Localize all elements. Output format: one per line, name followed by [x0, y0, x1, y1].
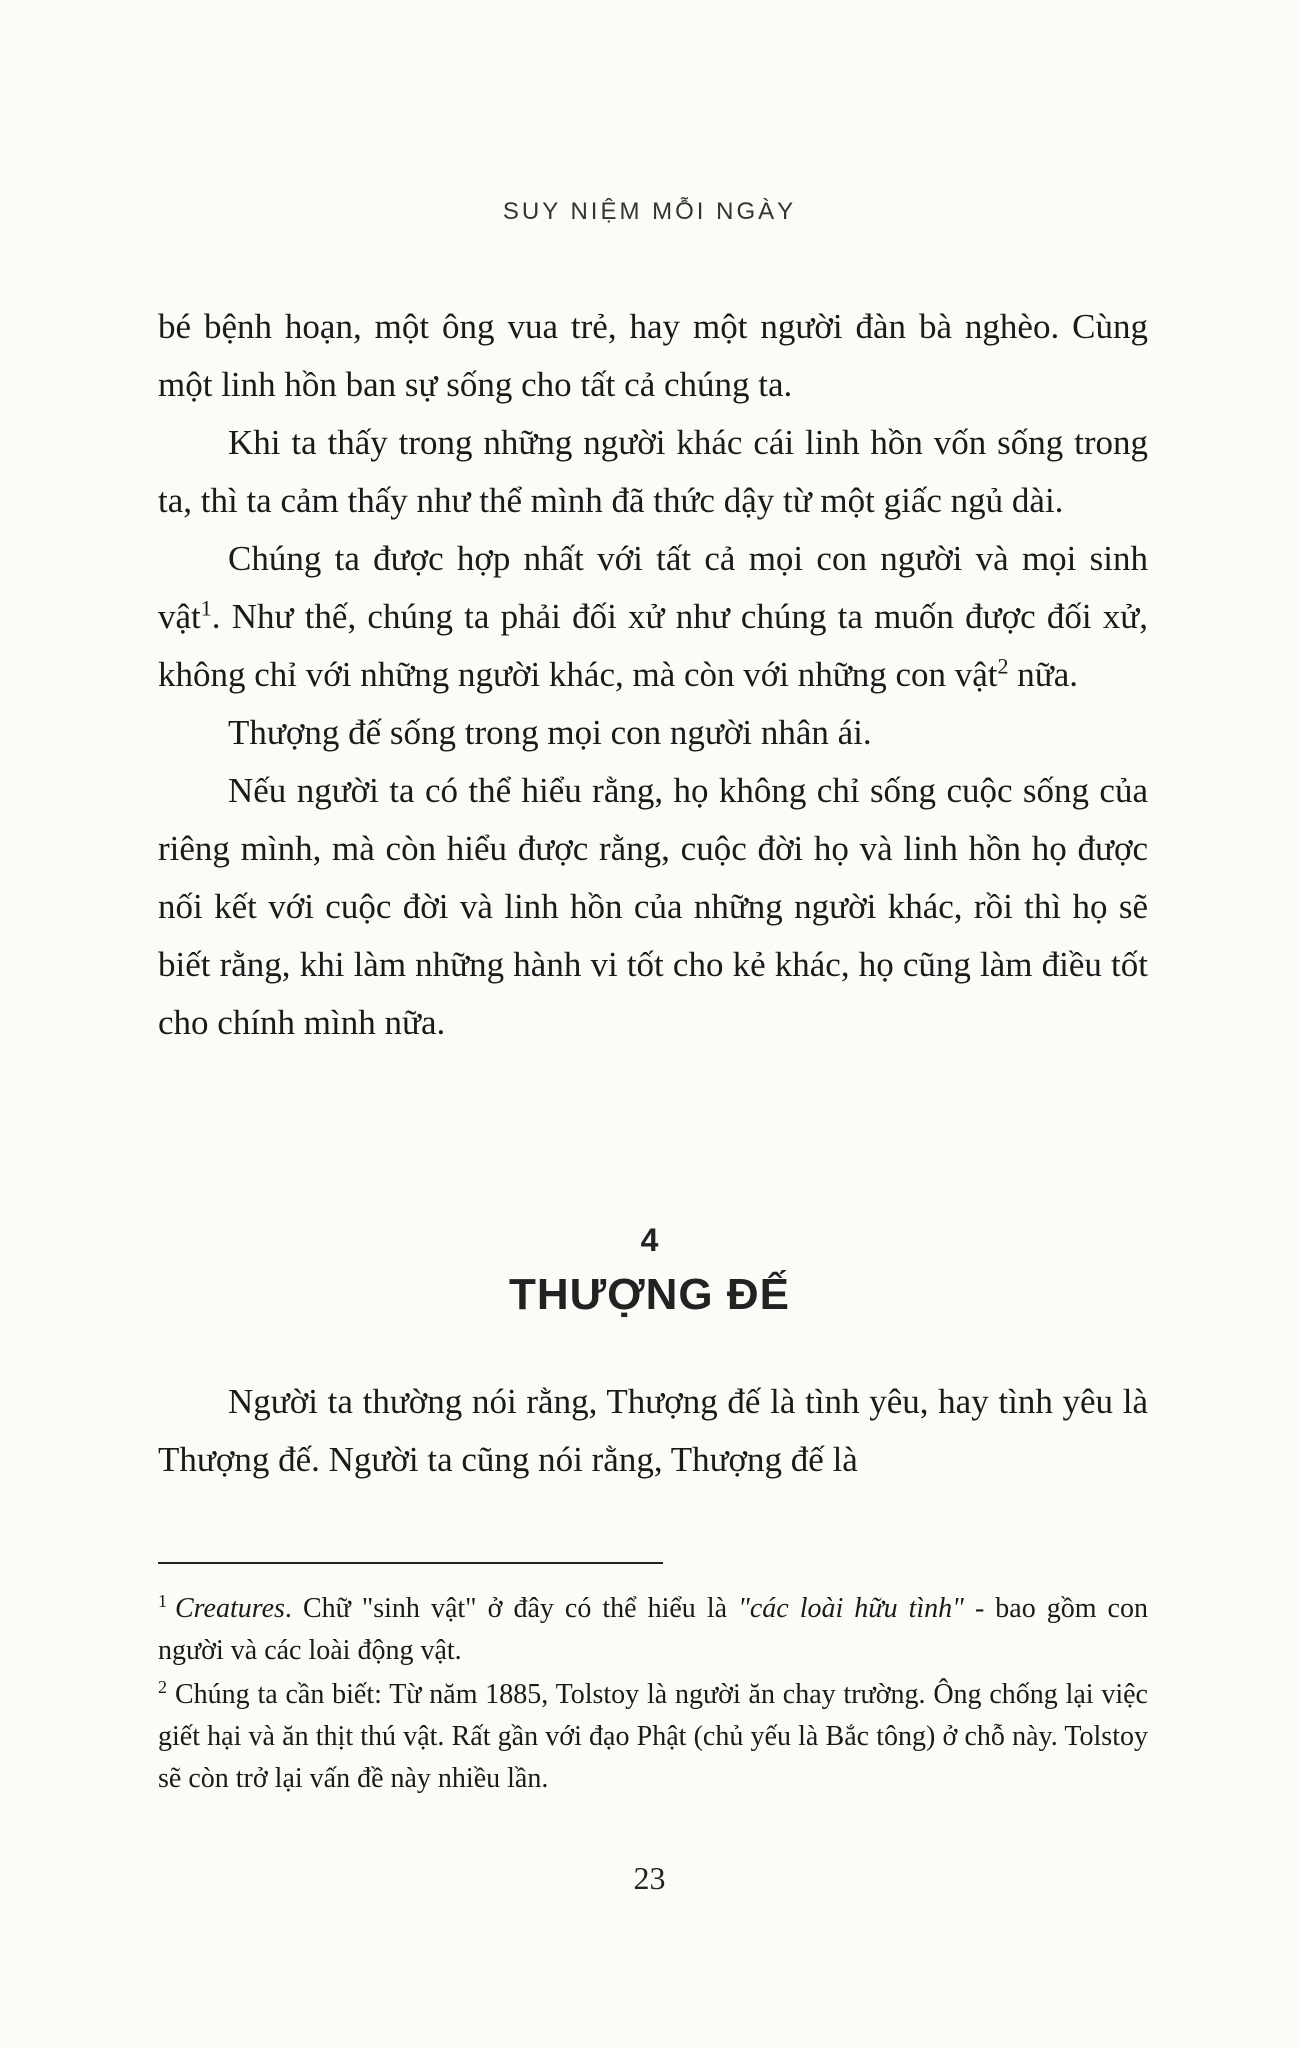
page-number: 23: [633, 1860, 666, 1896]
footnote-1: [158, 1588, 1148, 1672]
footnotes: [158, 1588, 1148, 1802]
running-header: SUY NIỆM MỖI NGÀY: [502, 198, 797, 225]
footnote-ref-1[interactable]: 1: [200, 595, 212, 621]
footnote-text: Chúng ta cần biết: Từ năm 1885, Tolstoy là người ăn chay trường. Ông chống lại việc giết hại và ăn thịt thú vật. Rất gần với đạo Phật (chủ yếu là Bắc tông) ở chỗ này. Tolstoy sẽ còn trở lại vấn đề này nhiều lần.: [158, 1679, 1148, 1794]
paragraph: Người ta thường nói rằng, Thượng đế là tình yêu, hay tình yêu là Thượng đế. Người ta cũng nói rằng, Thượng đế là: [158, 1382, 1148, 1479]
body-text: [158, 298, 1148, 1052]
footnote-quote: "các loài hữu tình": [738, 1593, 964, 1624]
chapter-body: [158, 1373, 1148, 1489]
footnote-mark: 2: [158, 1676, 167, 1697]
paragraph-text: . Như thế, chúng ta phải đối xử như chúng ta muốn được đối xử, không chỉ với những người khác, mà còn với những con vật: [158, 597, 1148, 694]
footnote-term: Creatures: [175, 1593, 285, 1624]
chapter-number: 4: [640, 1222, 659, 1258]
footnote-2: [158, 1674, 1148, 1800]
footnote-text: - bao gồm con người và các loài động vật.: [158, 1593, 1148, 1666]
paragraph-text: nữa.: [1008, 655, 1079, 694]
paragraph: Khi ta thấy trong những người khác cái linh hồn vốn sống trong ta, thì ta cảm thấy như thể mình đã thức dậy từ một giấc ngủ dài.: [158, 423, 1148, 520]
footnote-ref-2[interactable]: 2: [997, 653, 1009, 679]
paragraph: bé bệnh hoạn, một ông vua trẻ, hay một người đàn bà nghèo. Cùng một linh hồn ban sự sống cho tất cả chúng ta.: [158, 307, 1148, 404]
paragraph: [158, 530, 1148, 704]
paragraph: Thượng đế sống trong mọi con người nhân ái.: [228, 713, 872, 752]
paragraph-text: Chúng ta được hợp nhất với tất cả mọi con người và mọi sinh vật: [158, 539, 1148, 636]
paragraph: Nếu người ta có thể hiểu rằng, họ không chỉ sống cuộc sống của riêng mình, mà còn hiểu được rằng, cuộc đời họ và linh hồn họ được nối kết với cuộc đời và linh hồn của những người khác, rồi thì họ sẽ biết rằng, khi làm những hành vi tốt cho kẻ khác, họ cũng làm điều tốt cho chính mình nữa.: [158, 771, 1148, 1042]
footnote-divider: [158, 1562, 663, 1564]
chapter-title: THƯỢNG ĐẾ: [508, 1270, 791, 1319]
footnote-text: . Chữ "sinh vật" ở đây có thể hiểu là: [284, 1593, 739, 1624]
footnote-mark: 1: [158, 1590, 167, 1611]
